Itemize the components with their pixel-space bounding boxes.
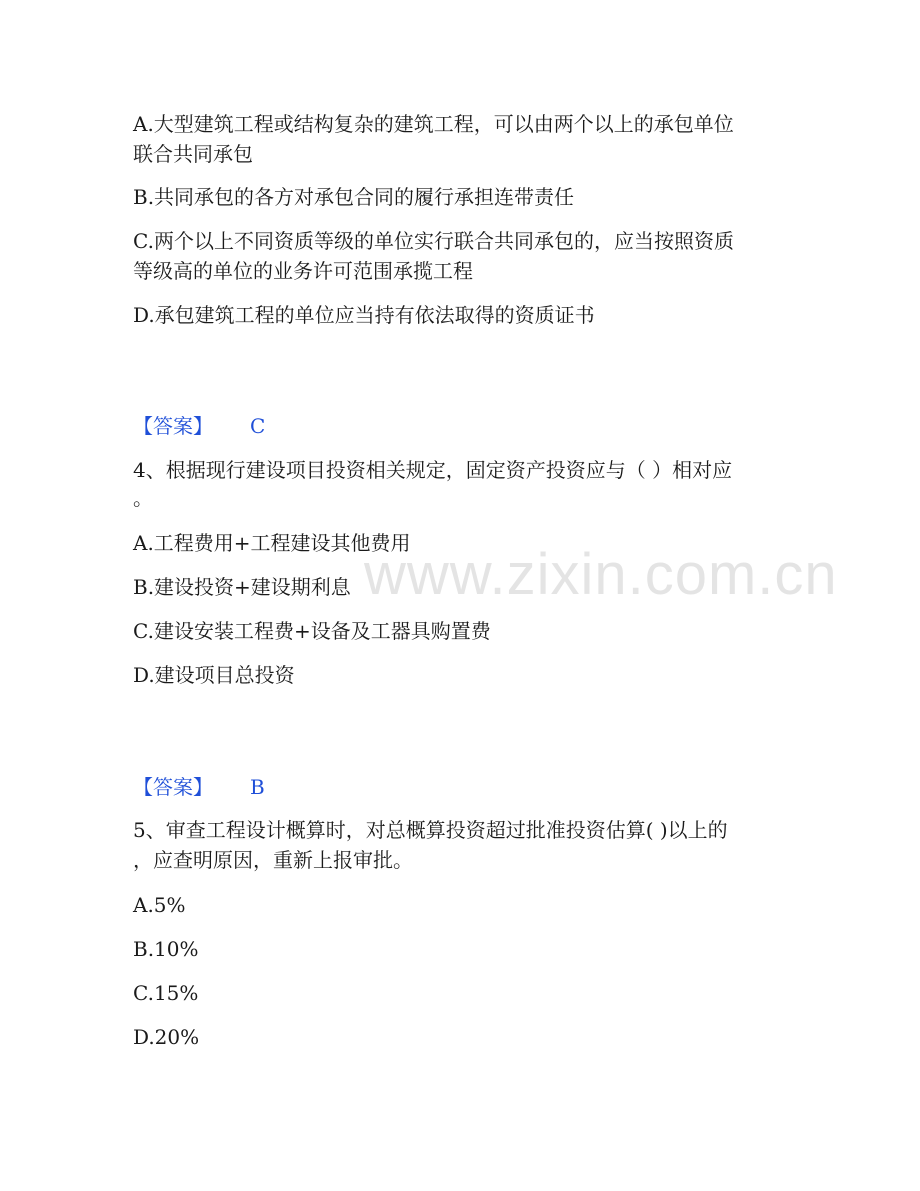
q3-answer-label: 【答案】: [133, 414, 213, 438]
q3-option-c-line2: 等级高的单位的业务许可范围承揽工程: [133, 259, 473, 283]
q5-option-a: A.5%: [133, 893, 186, 917]
q4-stem-line1: 4、根据现行建设项目投资相关规定，固定资产投资应与（ ）相对应: [133, 458, 733, 482]
q3-option-d: D.承包建筑工程的单位应当持有依法取得的资质证书: [133, 303, 595, 327]
watermark: www.zixin.com.cn: [364, 542, 838, 607]
q3-option-a-line2: 联合共同承包: [133, 142, 253, 166]
q5-stem-line2: ，应查明原因，重新上报审批。: [133, 848, 413, 872]
q4-answer-value: B: [250, 775, 265, 799]
q5-stem-line1: 5、审查工程设计概算时，对总概算投资超过批准投资估算( )以上的: [133, 818, 728, 842]
q5-option-b: B.10%: [133, 937, 199, 961]
q5-option-c: C.15%: [133, 981, 199, 1005]
q3-option-a-line1: A.大型建筑工程或结构复杂的建筑工程，可以由两个以上的承包单位: [133, 112, 734, 136]
q3-option-b: B.共同承包的各方对承包合同的履行承担连带责任: [133, 185, 575, 209]
q4-option-c: C.建设安装工程费+设备及工器具购置费: [133, 619, 491, 643]
q5-option-d: D.20%: [133, 1025, 200, 1049]
q3-answer-value: C: [250, 414, 266, 438]
q4-option-d: D.建设项目总投资: [133, 663, 295, 687]
q4-answer-label: 【答案】: [133, 775, 213, 799]
q4-stem-line2: 。: [133, 486, 153, 510]
q4-option-a: A.工程费用+工程建设其他费用: [133, 531, 411, 555]
q3-option-c-line1: C.两个以上不同资质等级的单位实行联合共同承包的，应当按照资质: [133, 229, 734, 253]
q4-option-b: B.建设投资+建设期利息: [133, 575, 351, 599]
